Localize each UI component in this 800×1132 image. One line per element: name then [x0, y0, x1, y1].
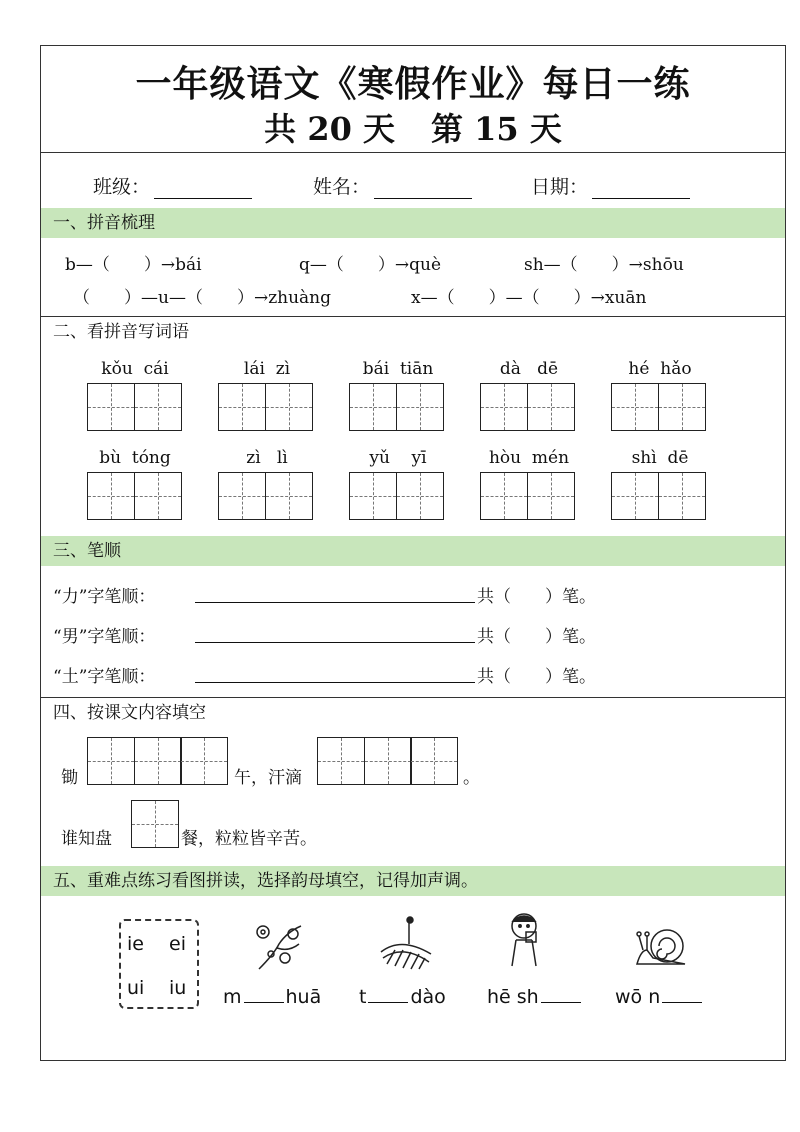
writing-box-pair[interactable] — [349, 383, 442, 431]
word-pinyin: bái tiān — [362, 359, 434, 379]
plum-blossom-icon — [249, 914, 309, 974]
wheat-icon — [375, 914, 435, 974]
snail-icon — [631, 914, 691, 974]
vowel-choice-box — [119, 919, 199, 1009]
writing-box-pair[interactable] — [349, 472, 442, 520]
section-5-header: 五、重难点练习看图拼读，选择韵母填空，记得加声调。 — [41, 866, 785, 896]
writing-box-pair[interactable] — [87, 383, 180, 431]
section-1-header: 一、拼音梳理 — [41, 208, 785, 238]
vowel-option: ie — [127, 933, 144, 955]
word-pinyin: zì lì — [246, 448, 288, 468]
writing-box-pair[interactable] — [480, 383, 573, 431]
poem-box-group[interactable] — [317, 737, 457, 785]
word-pinyin: lái zì — [243, 359, 291, 379]
vowel-option: iu — [169, 977, 187, 999]
answer-item[interactable]: wō n — [615, 986, 704, 1008]
pinyin-item: b—（ ）→bái — [65, 255, 202, 275]
poem-box-group[interactable] — [87, 737, 227, 785]
pinyin-item: q—（ ）→què — [299, 255, 442, 275]
stroke-order-row[interactable]: “土”字笔顺： 共（ ）笔。 — [53, 667, 596, 687]
poem-text: 锄 — [61, 768, 78, 788]
word-pinyin: shì dē — [631, 448, 689, 468]
class-field[interactable]: 班级： — [93, 172, 252, 199]
writing-box-pair[interactable] — [218, 472, 311, 520]
pinyin-item: （ ）—u—（ ）→zhuàng — [73, 288, 332, 308]
vowel-option: ui — [127, 977, 145, 999]
worksheet — [40, 45, 786, 1061]
boy-drinking-icon — [496, 908, 556, 968]
word-pinyin: hòu mén — [488, 448, 570, 468]
page-title: 一年级语文《寒假作业》每日一练 — [135, 63, 691, 105]
writing-box-pair[interactable] — [87, 472, 180, 520]
word-pinyin: dà dē — [499, 359, 559, 379]
name-field[interactable]: 姓名： — [313, 172, 472, 199]
poem-text: 。 — [463, 768, 480, 788]
writing-box-pair[interactable] — [611, 472, 704, 520]
vowel-option: ei — [169, 933, 186, 955]
pinyin-item: x—（ ）—（ ）→xuān — [411, 288, 647, 308]
stroke-order-row[interactable]: “男”字笔顺： 共（ ）笔。 — [53, 627, 596, 647]
word-pinyin: yǔ yī — [369, 448, 427, 468]
poem-text: 午，汗滴 — [234, 768, 302, 788]
poem-text: 谁知盘 — [61, 829, 112, 849]
poem-text: 餐，粒粒皆辛苦。 — [181, 829, 317, 849]
total-days: 共 20 天 — [264, 110, 395, 148]
writing-box-pair[interactable] — [480, 472, 573, 520]
section-2-header: 二、看拼音写词语 — [41, 317, 785, 347]
writing-box-pair[interactable] — [611, 383, 704, 431]
word-pinyin: bù tóng — [99, 448, 171, 468]
current-day: 第 15 天 — [431, 110, 562, 148]
stroke-order-row[interactable]: “力”字笔顺： 共（ ）笔。 — [53, 587, 596, 607]
pinyin-item: sh—（ ）→shōu — [524, 255, 684, 275]
word-pinyin: hé hǎo — [628, 359, 692, 379]
day-counter — [41, 104, 785, 150]
student-info — [41, 166, 785, 206]
section-4-header: 四、按课文内容填空 — [41, 698, 785, 728]
answer-item[interactable]: m huā — [223, 986, 322, 1008]
section-3-header: 三、笔顺 — [41, 536, 785, 566]
date-field[interactable]: 日期： — [531, 172, 690, 199]
answer-item[interactable]: hē sh — [487, 986, 583, 1008]
writing-box-pair[interactable] — [218, 383, 311, 431]
poem-box-group[interactable] — [131, 800, 178, 848]
word-pinyin: kǒu cái — [101, 359, 169, 379]
answer-item[interactable]: t dào — [359, 986, 446, 1008]
